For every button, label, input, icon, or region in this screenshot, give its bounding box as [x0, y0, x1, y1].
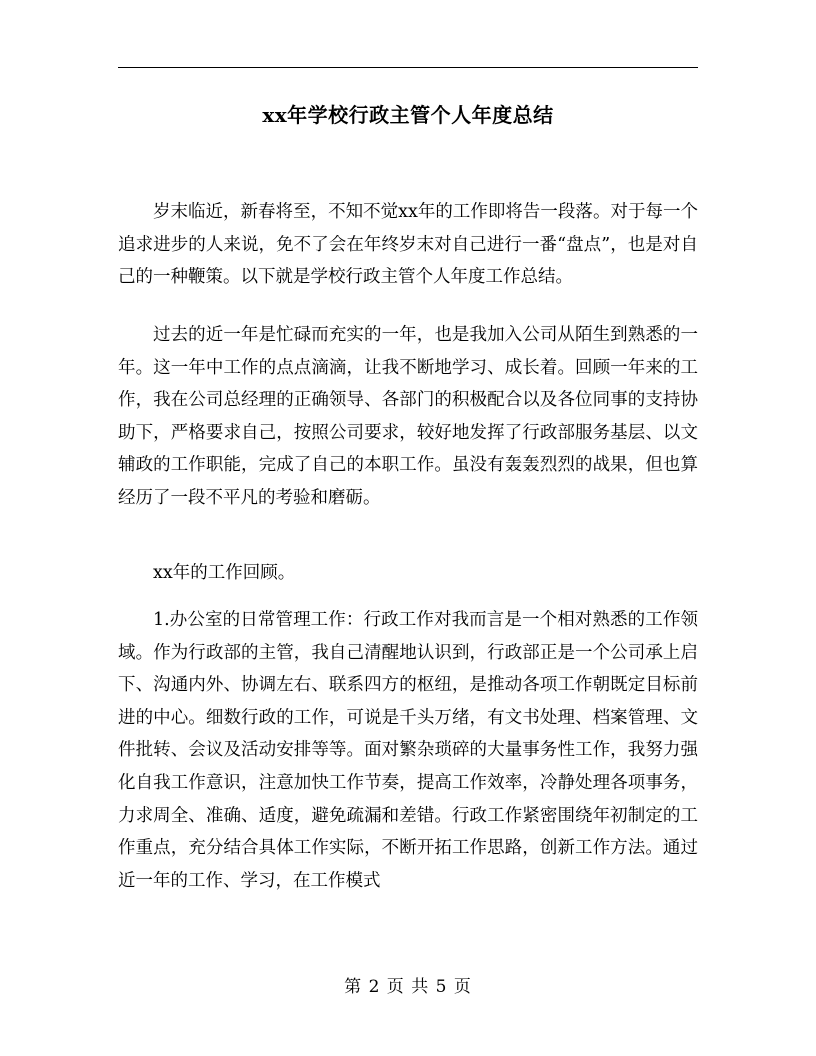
document-title: xx年学校行政主管个人年度总结	[262, 103, 554, 127]
section-heading: xx年的工作回顾。	[153, 563, 296, 583]
paragraph-intro: 岁末临近，新春将至，不知不觉xx年的工作即将告一段落。对于每一个追求进步的人来说，免不了会在年终岁末对自己进行一番“盘点”，也是对自己的一种鞭策。以下就是学校行政主管个人年度工作总结。	[118, 202, 698, 288]
page-number: 第 2 页 共 5 页	[344, 977, 472, 997]
header-rule	[118, 67, 698, 68]
paragraph-office-management: 1.办公室的日常管理工作：行政工作对我而言是一个相对熟悉的工作领域。作为行政部的主管，我自己清醒地认识到，行政部正是一个公司承上启下、沟通内外、协调左右、联系四方的枢纽，是推动各项工作朝既定目标前进的中心。细数行政的工作，可说是千头万绪，有文书处理、档案管理、文件批转、会议及活动安排等等。面对繁杂琐碎的大量事务性工作，我努力强化自我工作意识，注意加快工作节奏，提高工作效率，冷静处理各项事务，力求周全、准确、适度，避免疏漏和差错。行政工作紧密围绕年初制定的工作重点，充分结合具体工作实际，不断开拓工作思路，创新工作方法。通过近一年的工作、学习，在工作模式	[118, 610, 698, 891]
paragraph-review: 过去的近一年是忙碌而充实的一年，也是我加入公司从陌生到熟悉的一年。这一年中工作的点点滴滴，让我不断地学习、成长着。回顾一年来的工作，我在公司总经理的正确领导、各部门的积极配合以及各位同事的支持协助下，严格要求自己，按照公司要求，较好地发挥了行政部服务基层、以文辅政的工作职能，完成了自己的本职工作。虽没有轰轰烈烈的战果，但也算经历了一段不平凡的考验和磨砺。	[118, 325, 698, 508]
